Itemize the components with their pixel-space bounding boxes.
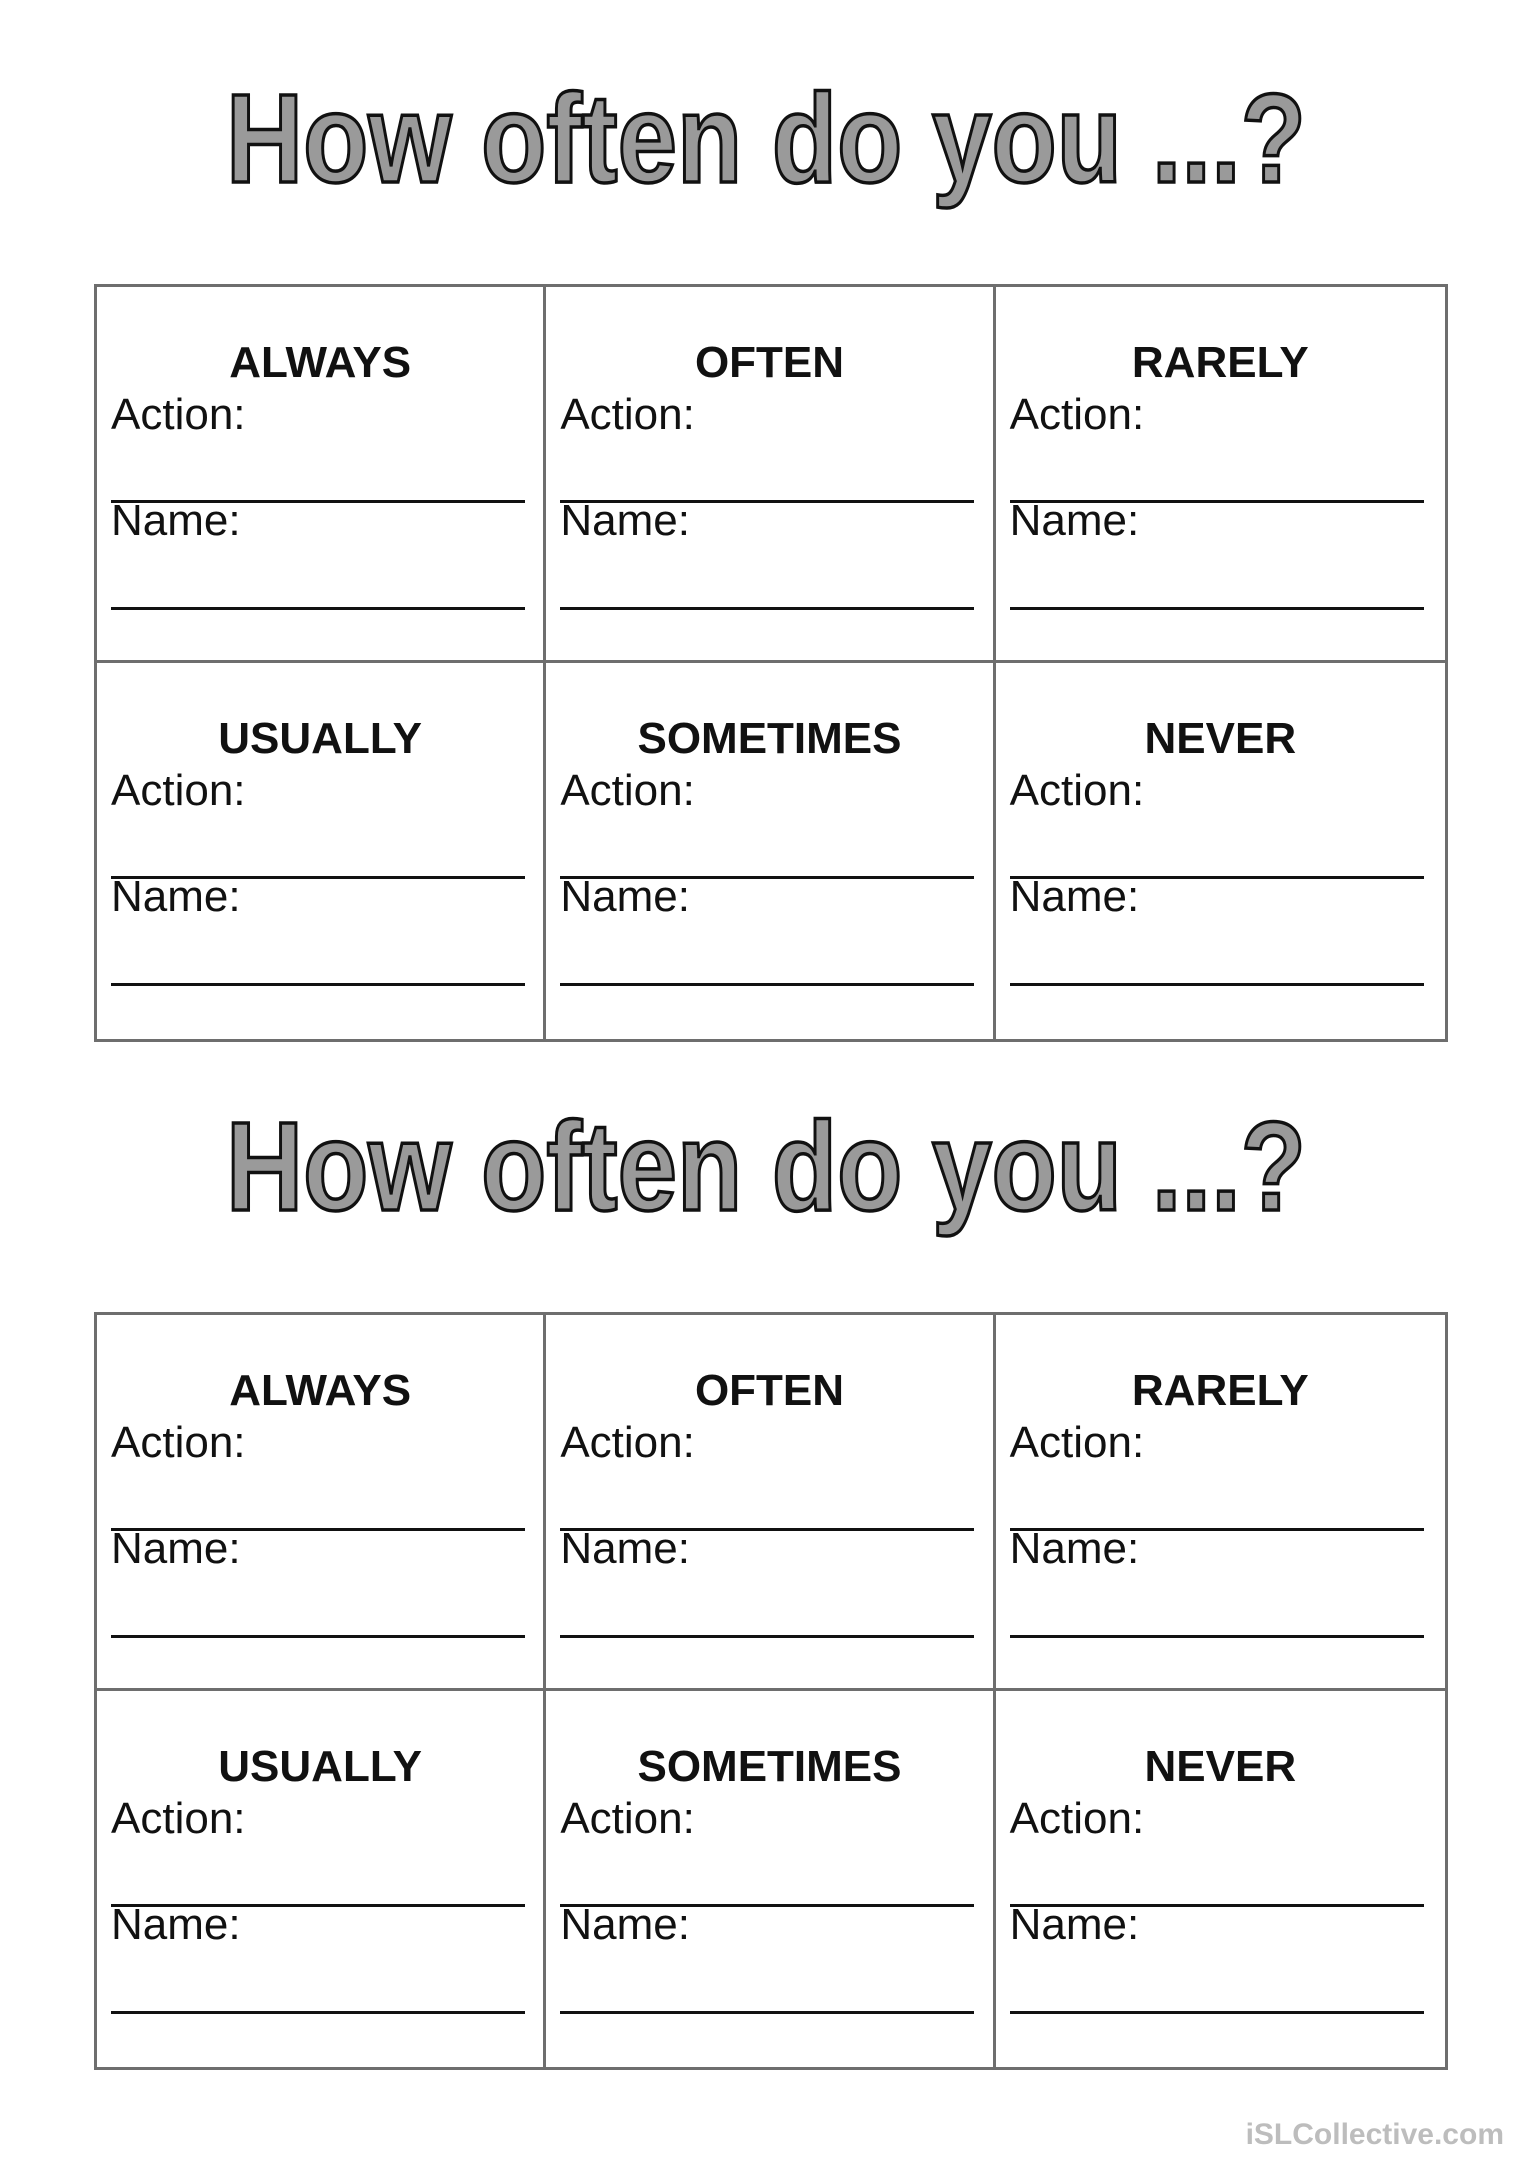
name-answer-line[interactable] (1010, 1635, 1424, 1638)
worksheet-title (0, 62, 1532, 222)
name-label: Name: (1009, 1900, 1140, 1949)
watermark: iSLCollective.com (1245, 2118, 1504, 2151)
action-label: Action: (1009, 1794, 1145, 1843)
worksheet-title (0, 1090, 1532, 1250)
frequency-card-rarely (996, 1315, 1445, 1691)
frequency-heading: SOMETIMES (637, 1742, 902, 1791)
name-label: Name: (1009, 872, 1140, 921)
action-label: Action: (111, 1418, 246, 1467)
action-label: Action: (560, 390, 695, 439)
frequency-heading: RARELY (1131, 338, 1309, 387)
name-answer-line[interactable] (111, 2011, 525, 2014)
action-label: Action: (111, 766, 246, 815)
frequency-card-always (97, 287, 546, 663)
name-answer-line[interactable] (1010, 983, 1424, 986)
frequency-card-rarely (996, 287, 1445, 663)
frequency-heading: USUALLY (218, 714, 423, 763)
frequency-card-usually (97, 663, 546, 1039)
action-label: Action: (560, 1794, 695, 1843)
frequency-card-always (97, 1315, 546, 1691)
name-answer-line[interactable] (560, 2011, 974, 2014)
action-label: Action: (1009, 390, 1145, 439)
frequency-card-never (996, 663, 1445, 1039)
action-label: Action: (1009, 766, 1145, 815)
name-answer-line[interactable] (560, 983, 974, 986)
frequency-heading: NEVER (1144, 1742, 1297, 1791)
action-label: Action: (111, 390, 246, 439)
name-answer-line[interactable] (1010, 607, 1424, 610)
name-label: Name: (560, 1900, 690, 1949)
action-label: Action: (560, 1418, 695, 1467)
worksheet-title-text: How often do you ...? (226, 1096, 1306, 1237)
name-label: Name: (560, 872, 690, 921)
frequency-card-sometimes (546, 1691, 995, 2067)
name-label: Name: (111, 872, 241, 921)
action-label: Action: (560, 766, 695, 815)
name-answer-line[interactable] (111, 1635, 525, 1638)
frequency-heading: OFTEN (694, 1366, 845, 1415)
frequency-heading: USUALLY (218, 1742, 423, 1791)
frequency-heading: NEVER (1144, 714, 1297, 763)
frequency-heading: ALWAYS (229, 1366, 412, 1415)
frequency-grid (94, 284, 1448, 1042)
name-answer-line[interactable] (111, 983, 525, 986)
name-label: Name: (560, 496, 690, 545)
name-answer-line[interactable] (1010, 2011, 1424, 2014)
name-label: Name: (111, 1900, 241, 1949)
frequency-heading: ALWAYS (229, 338, 412, 387)
name-label: Name: (1009, 1524, 1140, 1573)
frequency-card-often (546, 287, 995, 663)
name-answer-line[interactable] (560, 1635, 974, 1638)
frequency-grid (94, 1312, 1448, 2070)
frequency-heading: RARELY (1131, 1366, 1309, 1415)
action-label: Action: (111, 1794, 246, 1843)
frequency-card-often (546, 1315, 995, 1691)
frequency-heading: SOMETIMES (637, 714, 902, 763)
action-label: Action: (1009, 1418, 1145, 1467)
worksheet-title-text: How often do you ...? (226, 68, 1306, 209)
frequency-heading: OFTEN (694, 338, 845, 387)
name-label: Name: (111, 496, 241, 545)
name-label: Name: (560, 1524, 690, 1573)
frequency-card-sometimes (546, 663, 995, 1039)
name-label: Name: (111, 1524, 241, 1573)
name-label: Name: (1009, 496, 1140, 545)
name-answer-line[interactable] (111, 607, 525, 610)
frequency-card-never (996, 1691, 1445, 2067)
frequency-card-usually (97, 1691, 546, 2067)
name-answer-line[interactable] (560, 607, 974, 610)
